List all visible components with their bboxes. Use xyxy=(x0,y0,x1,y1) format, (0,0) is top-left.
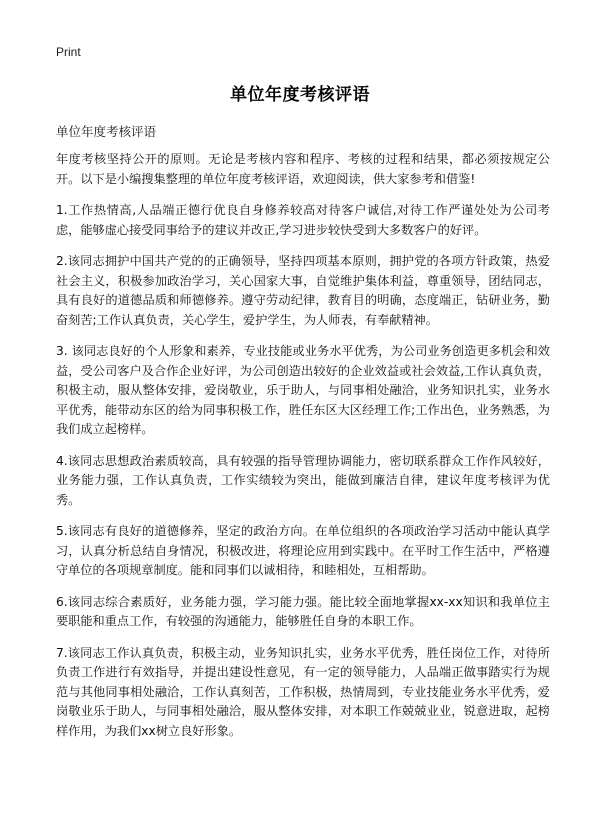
evaluation-paragraph-2: 2.该同志拥护中国共产党的的正确领导，坚持四项基本原则，拥护党的各项方针政策，热爱社会主义，积极参加政治学习，关心国家大事，自觉维护集体利益，尊重领导，团结同志，具有良好的道德品质和师德修养。遵守劳动纪律，教育目的明确，态度端正，钻研业务，勤奋刻苦;工作认真负责，关心学生，爱护学生，为人师表，有奉献精神。 xyxy=(56,254,550,327)
evaluation-paragraph-1: 1.工作热情高,人品端正德行优良自身修养较高对待客户诚信,对待工作严谨处处为公司考虑，能够虚心接受同事给予的建议并改正,学习进步较快受到大多数客户的好评。 xyxy=(56,203,550,237)
print-link[interactable]: Print xyxy=(56,45,81,59)
document-body xyxy=(56,150,550,753)
evaluation-paragraph-7: 7.该同志工作认真负责，积极主动，业务知识扎实，业务水平优秀，胜任岗位工作，对待所负责工作进行有效指导，并提出建设性意见，有一定的领导能力，人品端正做事踏实行为规范与其他同事相处融洽，工作认真刻苦，工作积极，热情周到，专业技能业务水平优秀，爱岗敬业乐于助人，与同事相处融洽，服从整体安排，对本职工作兢兢业业，锐意进取，起榜样作用，为我们xx树立良好形象。 xyxy=(56,645,550,738)
evaluation-paragraph-4: 4.该同志思想政治素质较高，具有较强的指导管理协调能力，密切联系群众工作作风较好，业务能力强，工作认真负责，工作实绩较为突出，能做到廉洁自律，建议年度考核评为优秀。 xyxy=(56,453,550,507)
document-title: 单位年度考核评语 xyxy=(230,85,370,105)
evaluation-paragraph-3: 3. 该同志良好的个人形象和素养，专业技能或业务水平优秀，为公司业务创造更多机会和效益，受公司客户及合作企业好评，为公司创造出较好的企业效益或社会效益,工作认真负责，积极主动，服从整体安排，爱岗敬业，乐于助人，与同事相处融洽，业务知识扎实，业务水平优秀，能带动东区的给为同事积极工作，胜任东区大区经理工作;工作出色，业务熟悉，为我们成立起榜样。 xyxy=(56,344,550,436)
intro-paragraph: 年度考核坚持公开的原则。无论是考核内容和程序、考核的过程和结果，都必须按规定公开。以下是小编搜集整理的单位年度考核评语，欢迎阅读，供大家参考和借鉴! xyxy=(56,152,550,186)
evaluation-paragraph-5: 5.该同志有良好的道德修养，坚定的政治方向。在单位组织的各项政治学习活动中能认真学习，认真分析总结自身情况，积极改进，将理论应用到实践中。在平时工作生活中，严格遵守单位的各项规章制度。能和同事们以诚相待，和睦相处，互相帮助。 xyxy=(56,524,550,577)
evaluation-paragraph-6: 6.该同志综合素质好，业务能力强，学习能力强。能比较全面地掌握xx-xx知识和我单位主要职能和重点工作，有较强的沟通能力，能够胜任自身的本职工作。 xyxy=(56,594,550,628)
document-subtitle: 单位年度考核评语 xyxy=(56,124,157,139)
